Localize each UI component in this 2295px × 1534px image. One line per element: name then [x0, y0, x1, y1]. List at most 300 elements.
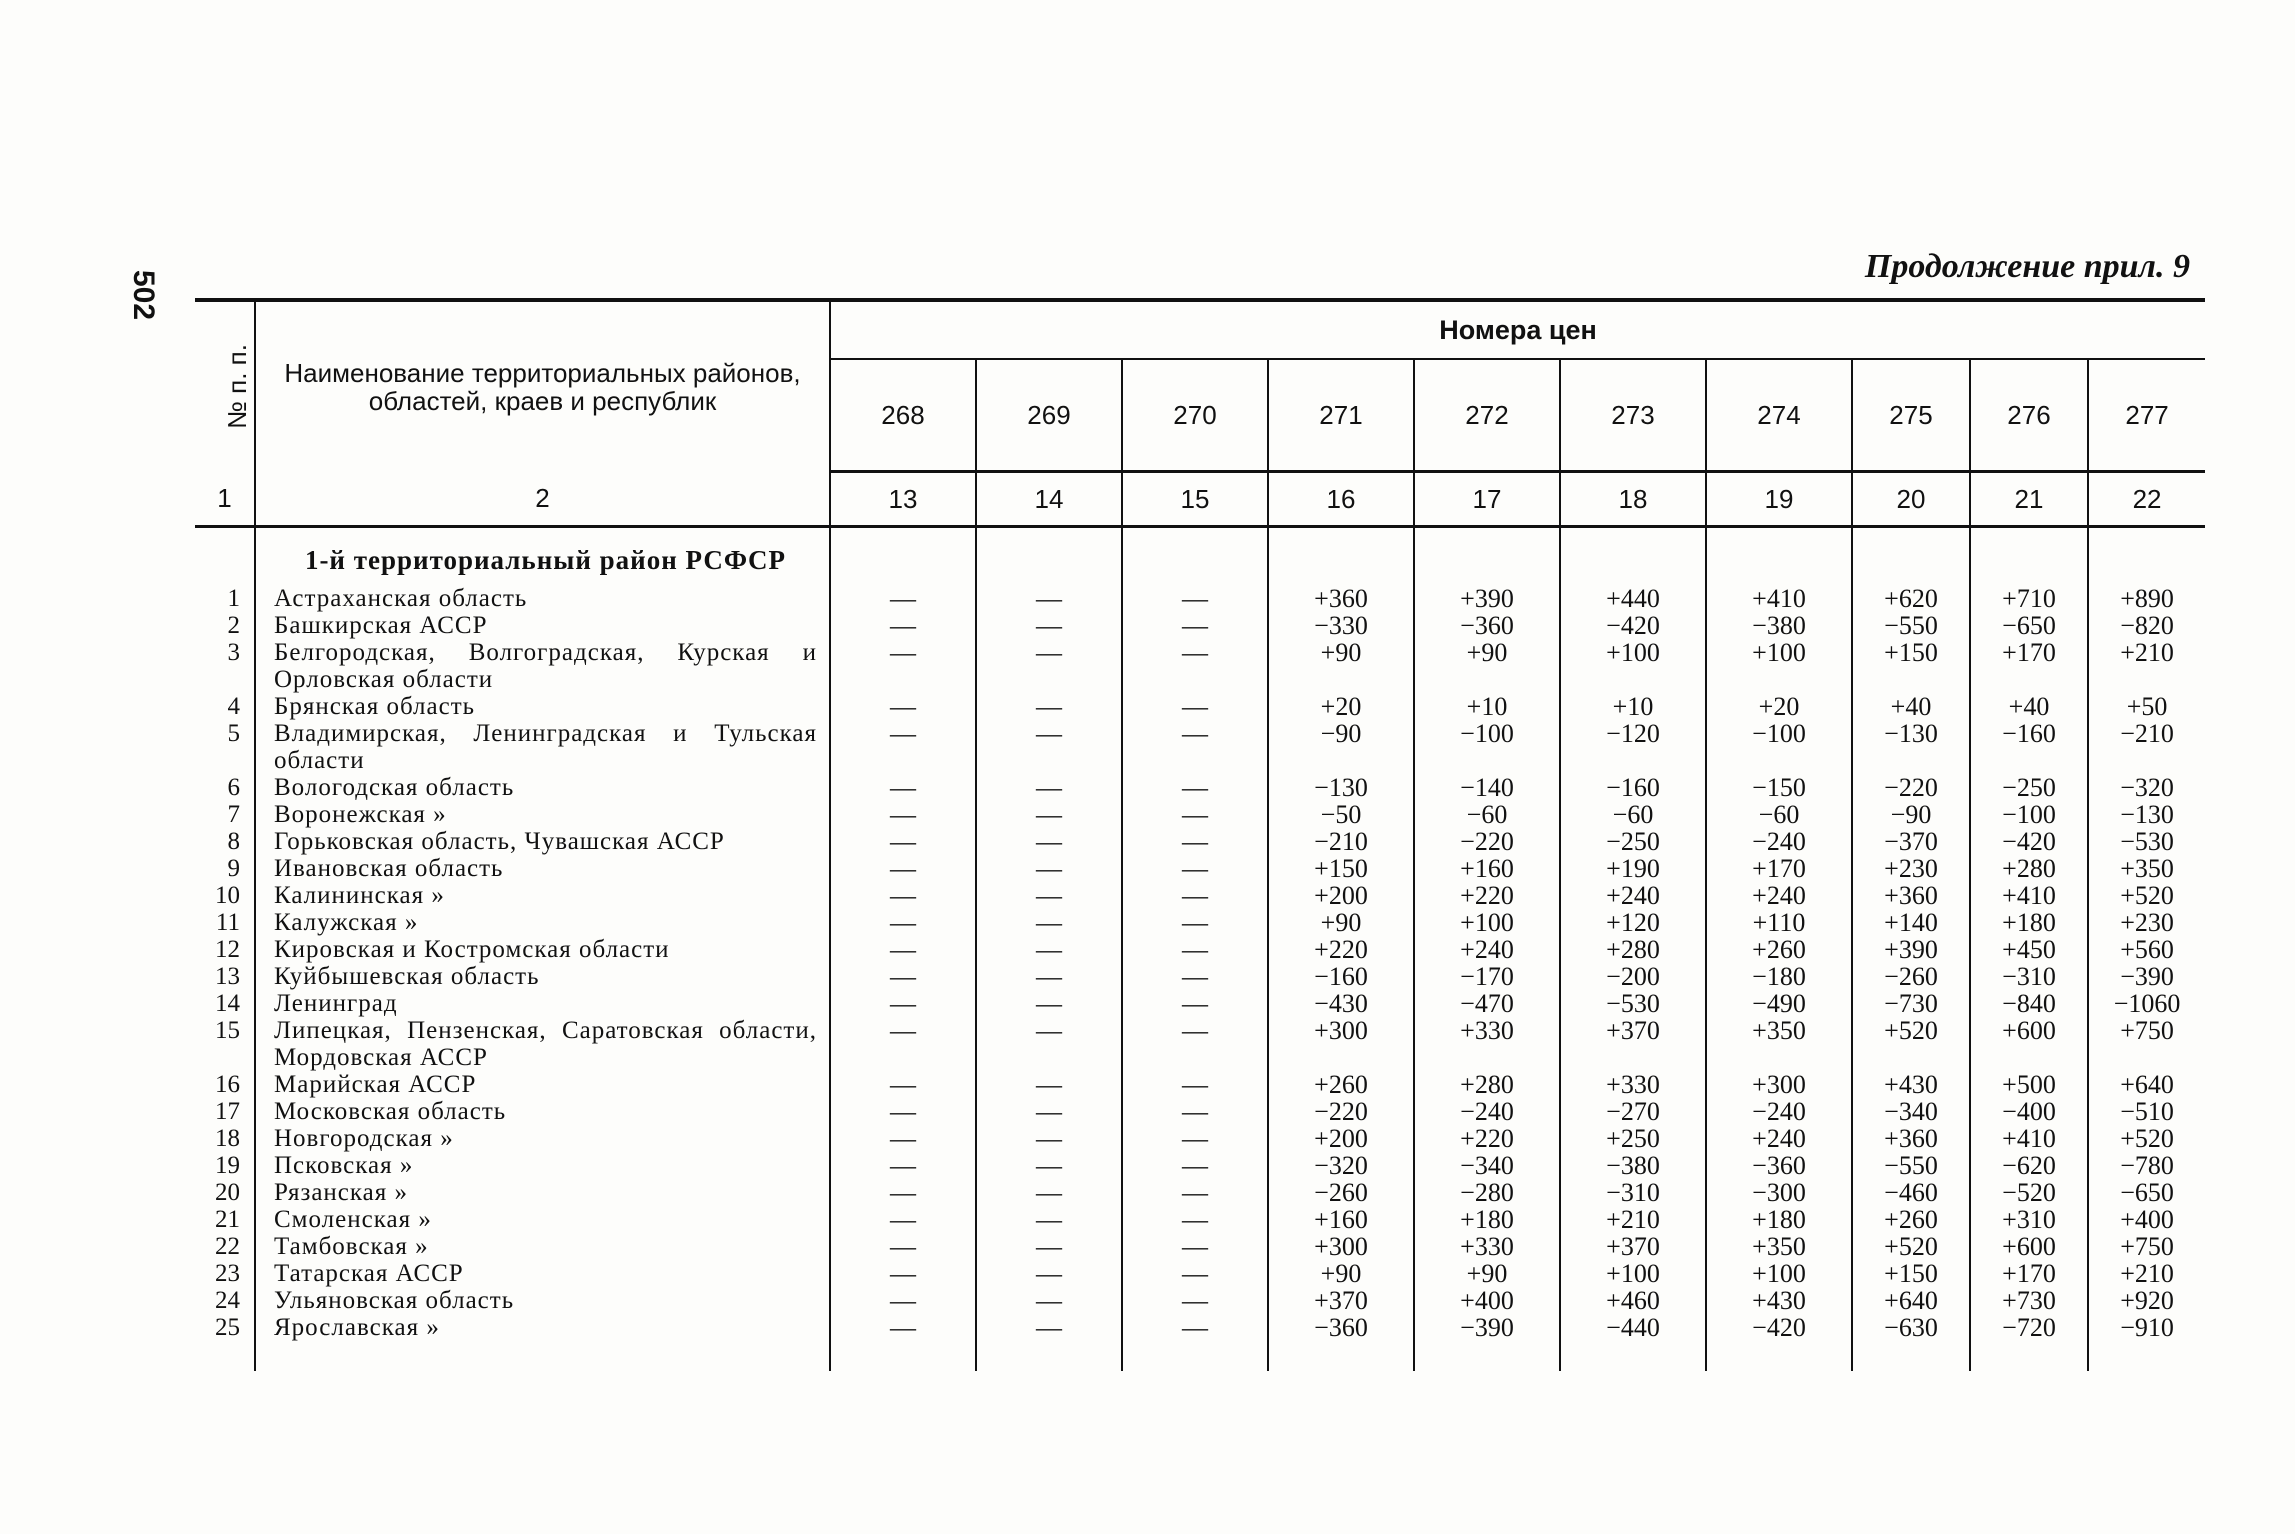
region-name: Вологодская область [255, 774, 830, 801]
row-number: 5 [195, 720, 255, 774]
price-value: — [1122, 1152, 1268, 1179]
region-name: Липецкая, Пензенская, Саратовская области, Мордовская АССР [255, 1017, 830, 1071]
price-value: +40 [1852, 693, 1970, 720]
region-name: Владимирская, Ленинградская и Тульская области [255, 720, 830, 774]
empty-cell [830, 527, 976, 586]
price-value: +370 [1560, 1017, 1706, 1071]
price-value: — [976, 882, 1122, 909]
price-value: −220 [1268, 1098, 1414, 1125]
header-price-number: 269 [976, 359, 1122, 472]
price-value: +210 [2120, 638, 2174, 667]
price-value: +90 [1268, 639, 1414, 693]
price-value: — [976, 1233, 1122, 1260]
price-value: — [1122, 585, 1268, 612]
header-price-number: 272 [1414, 359, 1560, 472]
row-number: 17 [195, 1098, 255, 1125]
price-value: −200 [1560, 963, 1706, 990]
table-row [195, 1071, 2205, 1098]
price-value: +750 [2120, 1232, 2174, 1261]
price-value: +100 [1414, 909, 1560, 936]
price-value: +90 [1414, 1260, 1560, 1287]
region-name: Астраханская область [255, 585, 830, 612]
empty-cell [1268, 527, 1414, 586]
price-value: −90 [1852, 801, 1970, 828]
price-value: −90 [1268, 720, 1414, 774]
region-name: Белгородская, Волгоградская, Курская и Орловская области [255, 639, 830, 693]
table-row [195, 882, 2205, 909]
table-row [195, 639, 2205, 693]
price-value: — [976, 936, 1122, 963]
price-value: +310 [1970, 1206, 2088, 1233]
price-value: +260 [1268, 1071, 1414, 1098]
price-value: +210 [1560, 1206, 1706, 1233]
price-value: −280 [1414, 1179, 1560, 1206]
price-value: −360 [1414, 612, 1560, 639]
price-value: — [976, 1071, 1122, 1098]
price-value: +120 [1560, 909, 1706, 936]
price-value: +260 [1852, 1206, 1970, 1233]
row-number: 25 [195, 1314, 255, 1341]
price-value: −420 [1560, 612, 1706, 639]
price-value: +330 [1414, 1017, 1560, 1071]
price-value: −340 [1852, 1098, 1970, 1125]
price-value: — [976, 639, 1122, 693]
price-value: +300 [1268, 1017, 1414, 1071]
row-number: 6 [195, 774, 255, 801]
price-value: +500 [1970, 1071, 2088, 1098]
price-value: +20 [1268, 693, 1414, 720]
row-number: 11 [195, 909, 255, 936]
price-value: +240 [1706, 882, 1852, 909]
price-value: — [830, 882, 976, 909]
price-value: — [830, 612, 976, 639]
price-value: −380 [1560, 1152, 1706, 1179]
price-value: +180 [1706, 1206, 1852, 1233]
price-value: −440 [1560, 1314, 1706, 1341]
price-value: — [830, 936, 976, 963]
price-value: −60 [1414, 801, 1560, 828]
region-name: Московская область [255, 1098, 830, 1125]
empty-cell [1970, 527, 2088, 586]
region-name: Воронежская » [255, 801, 830, 828]
row-number: 13 [195, 963, 255, 990]
price-value: — [976, 828, 1122, 855]
column-index: 22 [2088, 472, 2205, 527]
price-value: −100 [1706, 720, 1852, 774]
price-value: +160 [1414, 855, 1560, 882]
price-value: +360 [1852, 882, 1970, 909]
price-value: +40 [1970, 693, 2088, 720]
price-value: — [976, 585, 1122, 612]
price-value: +600 [1970, 1233, 2088, 1260]
price-value: — [976, 855, 1122, 882]
price-value: +230 [2120, 908, 2174, 937]
price-value: −400 [1970, 1098, 2088, 1125]
price-value: −240 [1706, 1098, 1852, 1125]
empty-cell [1852, 527, 1970, 586]
table-row [195, 828, 2205, 855]
table-row [195, 612, 2205, 639]
table-row [195, 909, 2205, 936]
price-value: — [830, 1287, 976, 1314]
header-row-number [195, 300, 255, 472]
price-value: −250 [1560, 828, 1706, 855]
row-number: 7 [195, 801, 255, 828]
price-value: +50 [2126, 692, 2168, 721]
region-name: Рязанская » [255, 1179, 830, 1206]
table-row [195, 990, 2205, 1017]
section-number-cell [195, 527, 255, 586]
column-index: 1 [195, 472, 255, 527]
price-value: −160 [1970, 720, 2088, 774]
region-name: Калининская » [255, 882, 830, 909]
price-value: +410 [1970, 1125, 2088, 1152]
price-value: +90 [1414, 639, 1560, 693]
price-value: +110 [1706, 909, 1852, 936]
price-value: −390 [2120, 962, 2174, 991]
price-value: −240 [1706, 828, 1852, 855]
column-index: 15 [1122, 472, 1268, 527]
table-row [195, 855, 2205, 882]
price-value: — [830, 1233, 976, 1260]
price-value: −60 [1706, 801, 1852, 828]
price-value: +160 [1268, 1206, 1414, 1233]
price-value: +560 [2120, 935, 2174, 964]
region-name: Псковская » [255, 1152, 830, 1179]
column-index: 14 [976, 472, 1122, 527]
price-value: — [976, 801, 1122, 828]
price-value: −260 [1852, 963, 1970, 990]
price-value: −260 [1268, 1179, 1414, 1206]
row-number: 1 [195, 585, 255, 612]
price-value: +200 [1268, 1125, 1414, 1152]
price-value: +440 [1560, 585, 1706, 612]
table-row [195, 720, 2205, 774]
price-value: +220 [1414, 1125, 1560, 1152]
price-value: — [1122, 1314, 1268, 1341]
price-value: — [976, 1017, 1122, 1071]
price-value: +90 [1268, 909, 1414, 936]
price-value: — [1122, 1098, 1268, 1125]
empty-cell [255, 1341, 830, 1371]
row-number: 4 [195, 693, 255, 720]
price-value: — [976, 1179, 1122, 1206]
table-row [195, 1233, 2205, 1260]
price-value: — [976, 693, 1122, 720]
row-number: 21 [195, 1206, 255, 1233]
price-value: −240 [1414, 1098, 1560, 1125]
price-value: −100 [1414, 720, 1560, 774]
price-value: +350 [1706, 1017, 1852, 1071]
empty-cell [830, 1341, 976, 1371]
price-value: −730 [1852, 990, 1970, 1017]
price-value: — [1122, 855, 1268, 882]
header-price-number: 276 [1970, 359, 2088, 472]
price-value: −300 [1706, 1179, 1852, 1206]
price-value: +370 [1268, 1287, 1414, 1314]
price-value: −650 [1970, 612, 2088, 639]
page-number: 502 [127, 269, 161, 321]
price-value: — [830, 1125, 976, 1152]
price-value: +430 [1706, 1287, 1852, 1314]
price-value: — [976, 963, 1122, 990]
region-name: Горьковская область, Чувашская АССР [255, 828, 830, 855]
price-value: +640 [2120, 1070, 2174, 1099]
table-row [195, 1206, 2205, 1233]
empty-cell [2088, 1341, 2205, 1371]
section-row [195, 527, 2205, 586]
price-value: −180 [1706, 963, 1852, 990]
price-value: −550 [1852, 1152, 1970, 1179]
table-row [195, 1314, 2205, 1341]
table-row [195, 1260, 2205, 1287]
section-title: 1-й территориальный район РСФСР [255, 527, 830, 586]
price-value: — [830, 639, 976, 693]
price-value: −130 [2120, 800, 2174, 829]
empty-cell [976, 1341, 1122, 1371]
price-value: −360 [1268, 1314, 1414, 1341]
empty-cell [976, 527, 1122, 586]
price-value: — [976, 720, 1122, 774]
price-value: +170 [1970, 1260, 2088, 1287]
price-value: −1060 [2113, 989, 2181, 1018]
region-name: Башкирская АССР [255, 612, 830, 639]
region-name: Новгородская » [255, 1125, 830, 1152]
column-index: 21 [1970, 472, 2088, 527]
price-value: −820 [2120, 611, 2174, 640]
region-name: Брянская область [255, 693, 830, 720]
table-row [195, 1287, 2205, 1314]
price-value: −340 [1414, 1152, 1560, 1179]
table-row [195, 936, 2205, 963]
price-value: −140 [1414, 774, 1560, 801]
row-number: 22 [195, 1233, 255, 1260]
price-value: — [1122, 828, 1268, 855]
header-price-number: 275 [1852, 359, 1970, 472]
price-value: — [1122, 936, 1268, 963]
price-value: +10 [1414, 693, 1560, 720]
row-number: 8 [195, 828, 255, 855]
price-value: −320 [1268, 1152, 1414, 1179]
region-name: Кировская и Костромская области [255, 936, 830, 963]
price-value: +750 [2120, 1016, 2174, 1045]
region-name: Калужская » [255, 909, 830, 936]
price-value: — [976, 612, 1122, 639]
price-value: −210 [2120, 719, 2174, 748]
row-number: 15 [195, 1017, 255, 1071]
price-value: — [976, 774, 1122, 801]
price-value: −360 [1706, 1152, 1852, 1179]
price-value: +240 [1414, 936, 1560, 963]
price-value: +410 [1706, 585, 1852, 612]
price-value: −380 [1706, 612, 1852, 639]
price-value: — [830, 693, 976, 720]
column-index: 13 [830, 472, 976, 527]
row-number: 18 [195, 1125, 255, 1152]
header-price-number: 274 [1706, 359, 1852, 472]
price-value: — [830, 801, 976, 828]
price-value: +520 [1852, 1017, 1970, 1071]
table-row [195, 1017, 2205, 1071]
price-value: −170 [1414, 963, 1560, 990]
column-index: 17 [1414, 472, 1560, 527]
price-value: +400 [2120, 1205, 2174, 1234]
price-value: +390 [1852, 936, 1970, 963]
price-value: — [1122, 1287, 1268, 1314]
price-value: — [976, 1098, 1122, 1125]
price-value: +710 [1970, 585, 2088, 612]
header-price-number: 268 [830, 359, 976, 472]
price-value: −530 [2120, 827, 2174, 856]
price-value: — [1122, 1017, 1268, 1071]
price-value: +520 [1852, 1233, 1970, 1260]
price-value: — [830, 828, 976, 855]
table-row [195, 585, 2205, 612]
price-value: +140 [1852, 909, 1970, 936]
price-value: −220 [1414, 828, 1560, 855]
header-price-number: 273 [1560, 359, 1706, 472]
price-value: +10 [1560, 693, 1706, 720]
row-number: 12 [195, 936, 255, 963]
price-value: — [976, 909, 1122, 936]
price-value: +170 [1706, 855, 1852, 882]
row-number: 23 [195, 1260, 255, 1287]
header-row-number-label: № п. п. [221, 344, 252, 430]
price-value: +520 [2120, 1124, 2174, 1153]
row-number: 19 [195, 1152, 255, 1179]
price-value: +280 [1414, 1071, 1560, 1098]
price-value: −60 [1560, 801, 1706, 828]
price-value: −120 [1560, 720, 1706, 774]
price-value: — [830, 1017, 976, 1071]
price-value: +300 [1706, 1071, 1852, 1098]
header-price-number: 270 [1122, 359, 1268, 472]
continuation-label: Продолжение прил. 9 [1864, 248, 2190, 285]
price-value: +280 [1560, 936, 1706, 963]
price-value: −160 [1268, 963, 1414, 990]
price-value: +280 [1970, 855, 2088, 882]
table-row [195, 693, 2205, 720]
price-value: −630 [1852, 1314, 1970, 1341]
region-name: Ярославская » [255, 1314, 830, 1341]
price-value: — [1122, 1071, 1268, 1098]
region-name: Тамбовская » [255, 1233, 830, 1260]
price-value: — [1122, 801, 1268, 828]
price-value: +620 [1852, 585, 1970, 612]
price-value: — [1122, 774, 1268, 801]
header-price-number: 277 [2088, 359, 2205, 472]
table-row [195, 774, 2205, 801]
price-value: — [976, 1314, 1122, 1341]
empty-cell [1268, 1341, 1414, 1371]
price-value: +100 [1706, 639, 1852, 693]
price-value: +100 [1560, 1260, 1706, 1287]
price-value: −720 [1970, 1314, 2088, 1341]
region-name: Ивановская область [255, 855, 830, 882]
price-value: −550 [1852, 612, 1970, 639]
price-value: −420 [1970, 828, 2088, 855]
price-value: — [830, 1260, 976, 1287]
table-body [195, 527, 2205, 1372]
table-bottom-spacer [195, 1341, 2205, 1371]
price-value: — [1122, 720, 1268, 774]
price-value: −390 [1414, 1314, 1560, 1341]
price-value: +240 [1706, 1125, 1852, 1152]
price-value: +250 [1560, 1125, 1706, 1152]
price-value: −460 [1852, 1179, 1970, 1206]
price-value: — [830, 720, 976, 774]
price-value: +390 [1414, 585, 1560, 612]
table-row [195, 963, 2205, 990]
price-value: +920 [2120, 1286, 2174, 1315]
price-value: — [976, 1287, 1122, 1314]
price-value: −150 [1706, 774, 1852, 801]
price-value: −250 [1970, 774, 2088, 801]
price-value: +360 [1268, 585, 1414, 612]
price-value: −430 [1268, 990, 1414, 1017]
price-value: +190 [1560, 855, 1706, 882]
region-name: Татарская АССР [255, 1260, 830, 1287]
empty-cell [1122, 527, 1268, 586]
price-value: −310 [1970, 963, 2088, 990]
price-value: +240 [1560, 882, 1706, 909]
price-value: −270 [1560, 1098, 1706, 1125]
price-value: −780 [2120, 1151, 2174, 1180]
price-value: +370 [1560, 1233, 1706, 1260]
empty-cell [2088, 527, 2205, 586]
price-value: −330 [1268, 612, 1414, 639]
price-value: — [830, 1314, 976, 1341]
price-value: −620 [1970, 1152, 2088, 1179]
price-value: +100 [1706, 1260, 1852, 1287]
table-row [195, 801, 2205, 828]
price-value: — [830, 909, 976, 936]
empty-cell [1414, 1341, 1560, 1371]
region-name: Куйбышевская область [255, 963, 830, 990]
empty-cell [1414, 527, 1560, 586]
empty-cell [1560, 1341, 1706, 1371]
price-value: — [976, 990, 1122, 1017]
price-value: — [1122, 990, 1268, 1017]
price-value: +330 [1560, 1071, 1706, 1098]
price-value: +300 [1268, 1233, 1414, 1260]
row-number: 14 [195, 990, 255, 1017]
column-index: 20 [1852, 472, 1970, 527]
price-value: — [1122, 882, 1268, 909]
price-value: — [830, 855, 976, 882]
price-value: — [830, 963, 976, 990]
price-value: — [830, 990, 976, 1017]
price-value: +350 [1706, 1233, 1852, 1260]
price-value: −50 [1268, 801, 1414, 828]
price-value: — [830, 1152, 976, 1179]
price-value: +200 [1268, 882, 1414, 909]
price-value: −310 [1560, 1179, 1706, 1206]
price-value: — [830, 774, 976, 801]
price-value: +330 [1414, 1233, 1560, 1260]
price-value: −210 [1268, 828, 1414, 855]
row-number: 16 [195, 1071, 255, 1098]
price-value: +400 [1414, 1287, 1560, 1314]
price-value: +20 [1706, 693, 1852, 720]
price-value: +350 [2120, 854, 2174, 883]
price-value: +730 [1970, 1287, 2088, 1314]
price-value: — [1122, 1260, 1268, 1287]
price-value: +220 [1414, 882, 1560, 909]
price-value: — [976, 1260, 1122, 1287]
column-index: 19 [1706, 472, 1852, 527]
price-value: — [1122, 1206, 1268, 1233]
